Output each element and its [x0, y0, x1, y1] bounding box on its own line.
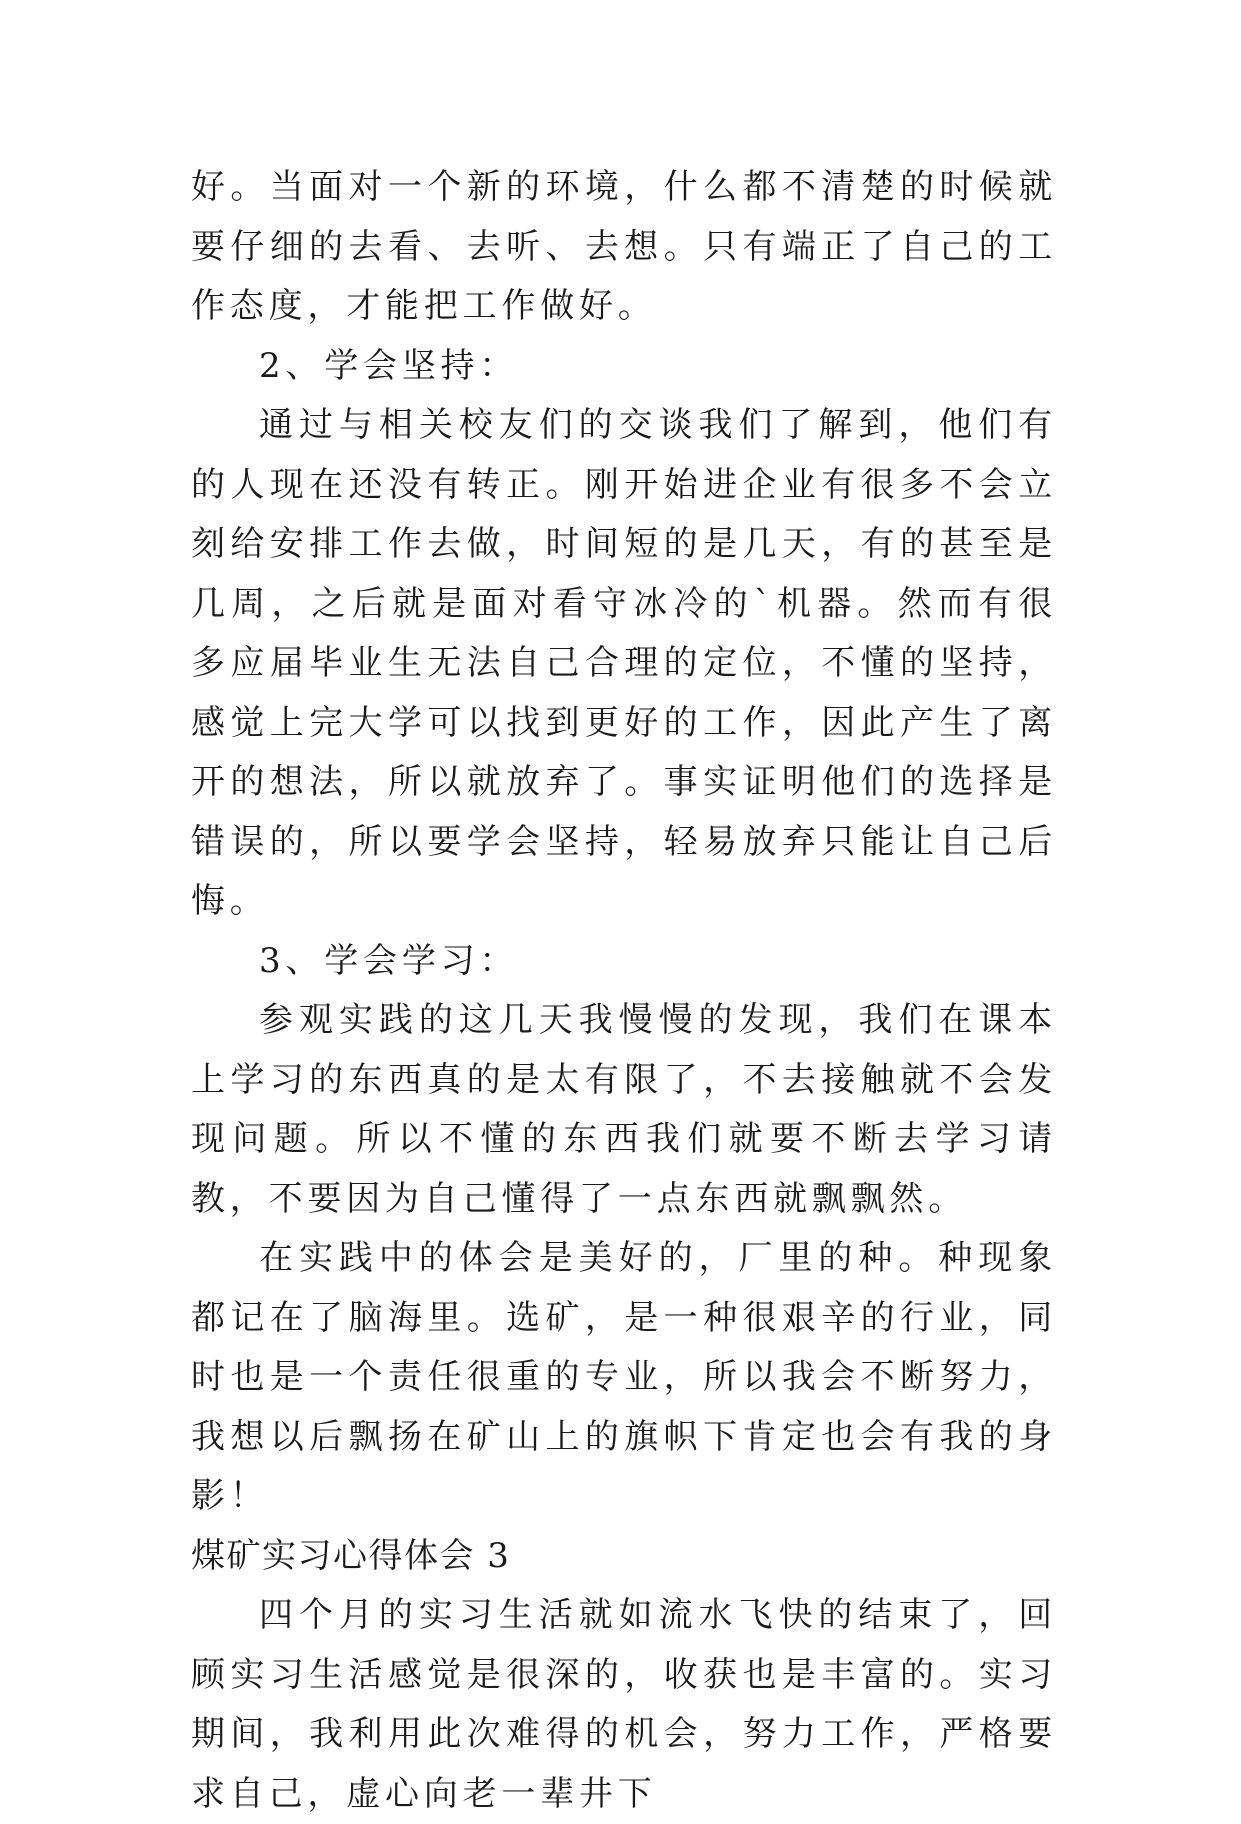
article-title: 煤矿实习心得体会 3 [191, 1535, 511, 1576]
section-heading-learning: 3、学会学习： [259, 940, 519, 981]
paragraph-persistence: 通过与相关校友们的交谈我们了解到，他们有的人现在还没有转正。刚开始进企业有很多不会立刻给安排工作去做，时间短的是几天，有的甚至是几周，之后就是面对看守冰冷的`机器。然而有很多应届毕业生无法自己合理的定位，不懂的坚持，感觉上完大学可以找到更好的工作，因此产生了离开的想法，所以就放弃了。事实证明他们的选择是错误的，所以要学会坚持，轻易放弃只能让自己后悔。 [191, 405, 1057, 921]
paragraph-continuation: 好。当面对一个新的环境，什么都不清楚的时候就要仔细的去看、去听、去想。只有端正了自己的工作态度，才能把工作做好。 [191, 167, 1057, 326]
paragraph-practice-reflection: 在实践中的体会是美好的，厂里的种。种现象都记在了脑海里。选矿，是一种很艰辛的行业，同时也是一个责任很重的专业，所以我会不断努力，我想以后飘扬在矿山上的旗帜下肯定也会有我的身影！ [191, 1238, 1057, 1516]
document-body [191, 158, 1057, 1824]
paragraph-internship-intro: 四个月的实习生活就如流水飞快的结束了，回顾实习生活感觉是很深的，收获也是丰富的。实习期间，我利用此次难得的机会，努力工作，严格要求自己，虚心向老一辈井下 [191, 1595, 1057, 1814]
paragraph-learning: 参观实践的这几天我慢慢的发现，我们在课本上学习的东西真的是太有限了，不去接触就不会发现问题。所以不懂的东西我们就要不断去学习请教，不要因为自己懂得了一点东西就飘飘然。 [191, 1000, 1057, 1219]
section-heading-persistence: 2、学会坚持： [259, 345, 519, 386]
